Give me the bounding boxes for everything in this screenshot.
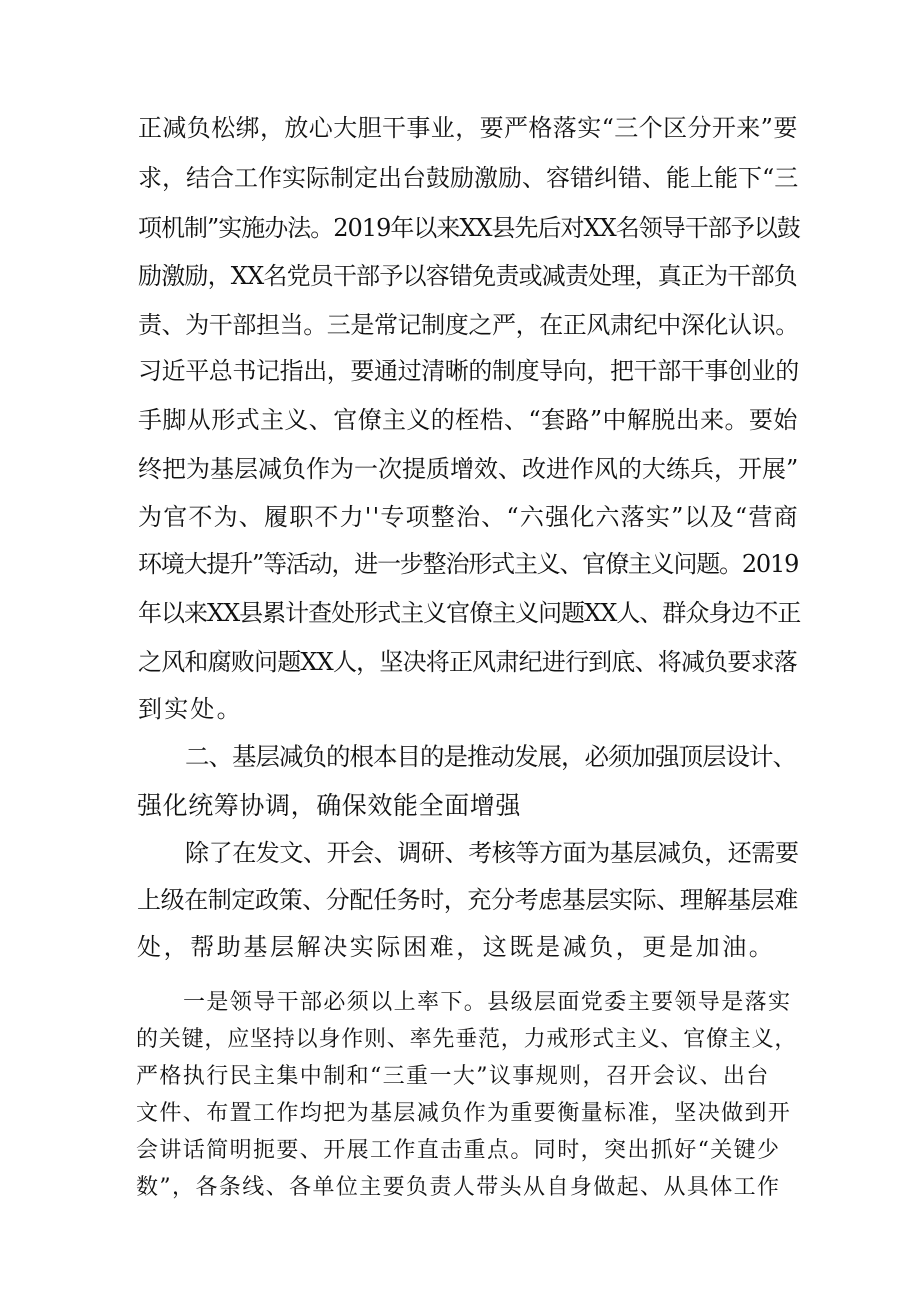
text-line: 年以来XX县累计查处形式主义官僚主义问题XX人、群众身边不正 [138, 599, 801, 627]
text-line: 项机制”实施办法。2019年以来XX县先后对XX名领导干部予以鼓 [138, 214, 800, 242]
text-line: 正减负松绑，放心大胆干事业，要严格落实“三个区分开来”要 [138, 114, 798, 142]
text-line: 习近平总书记指出，要通过清晰的制度导向，把干部干事创业的 [138, 357, 799, 385]
text-line: 手脚从形式主义、官僚主义的桎梏、“套路”中解脱出来。要始 [138, 406, 798, 434]
text-line: 求，结合工作实际制定出台鼓励激励、容错纠错、能上能下“三 [138, 164, 799, 192]
text-line: 严格执行民主集中制和“三重一大”议事规则，召开会议、出台 [136, 1064, 770, 1089]
text-line: 的关键，应坚持以身作则、率先垂范，力戒形式主义、官僚主义， [136, 1027, 798, 1052]
text-line: 上级在制定政策、分配任务时，充分考虑基层实际、理解基层难 [137, 886, 798, 914]
text-line: 环境大提升”等活动，进一步整治形式主义、官僚主义问题。2019 [138, 550, 799, 578]
text-line: 励激励，XX名党员干部予以容错免责或减责处理，真正为干部负 [138, 262, 797, 290]
text-line: 文件、布置工作均把为基层减负作为重要衡量标准，坚决做到开 [136, 1101, 792, 1126]
text-line: 到实处。 [138, 695, 243, 723]
text-line: 之风和腐败问题XX人，坚决将正风肃纪进行到底、将减负要求落 [138, 648, 797, 676]
heading-line: 二、基层减负的根本目的是推动发展，必须加强顶层设计、 [185, 742, 796, 771]
text-line: 一是领导干部必须以上率下。县级层面党委主要领导是落实 [183, 990, 792, 1015]
text-line: 为官不为、履职不力''专项整治、“六强化六落实”以及“营商 [138, 503, 799, 531]
text-line: 处，帮助基层解决实际困难，这既是减负，更是加油。 [137, 933, 776, 961]
text-line: 数”，各条线、各单位主要负责人带头从自身做起、从具体工作 [136, 1175, 781, 1200]
heading-line: 强化统筹协调，确保效能全面增强 [137, 791, 522, 820]
text-line: 责、为干部担当。三是常记制度之严，在正风肃纪中深化认识。 [138, 311, 799, 339]
text-line: 除了在发文、开会、调研、考核等方面为基层减负，还需要 [185, 839, 799, 867]
text-line: 终把为基层减负作为一次提质增效、改进作风的大练兵，开展” [138, 455, 799, 483]
text-line: 会讲话简明扼要、开展工作直击重点。同时，突出抓好“关键少 [136, 1138, 781, 1163]
